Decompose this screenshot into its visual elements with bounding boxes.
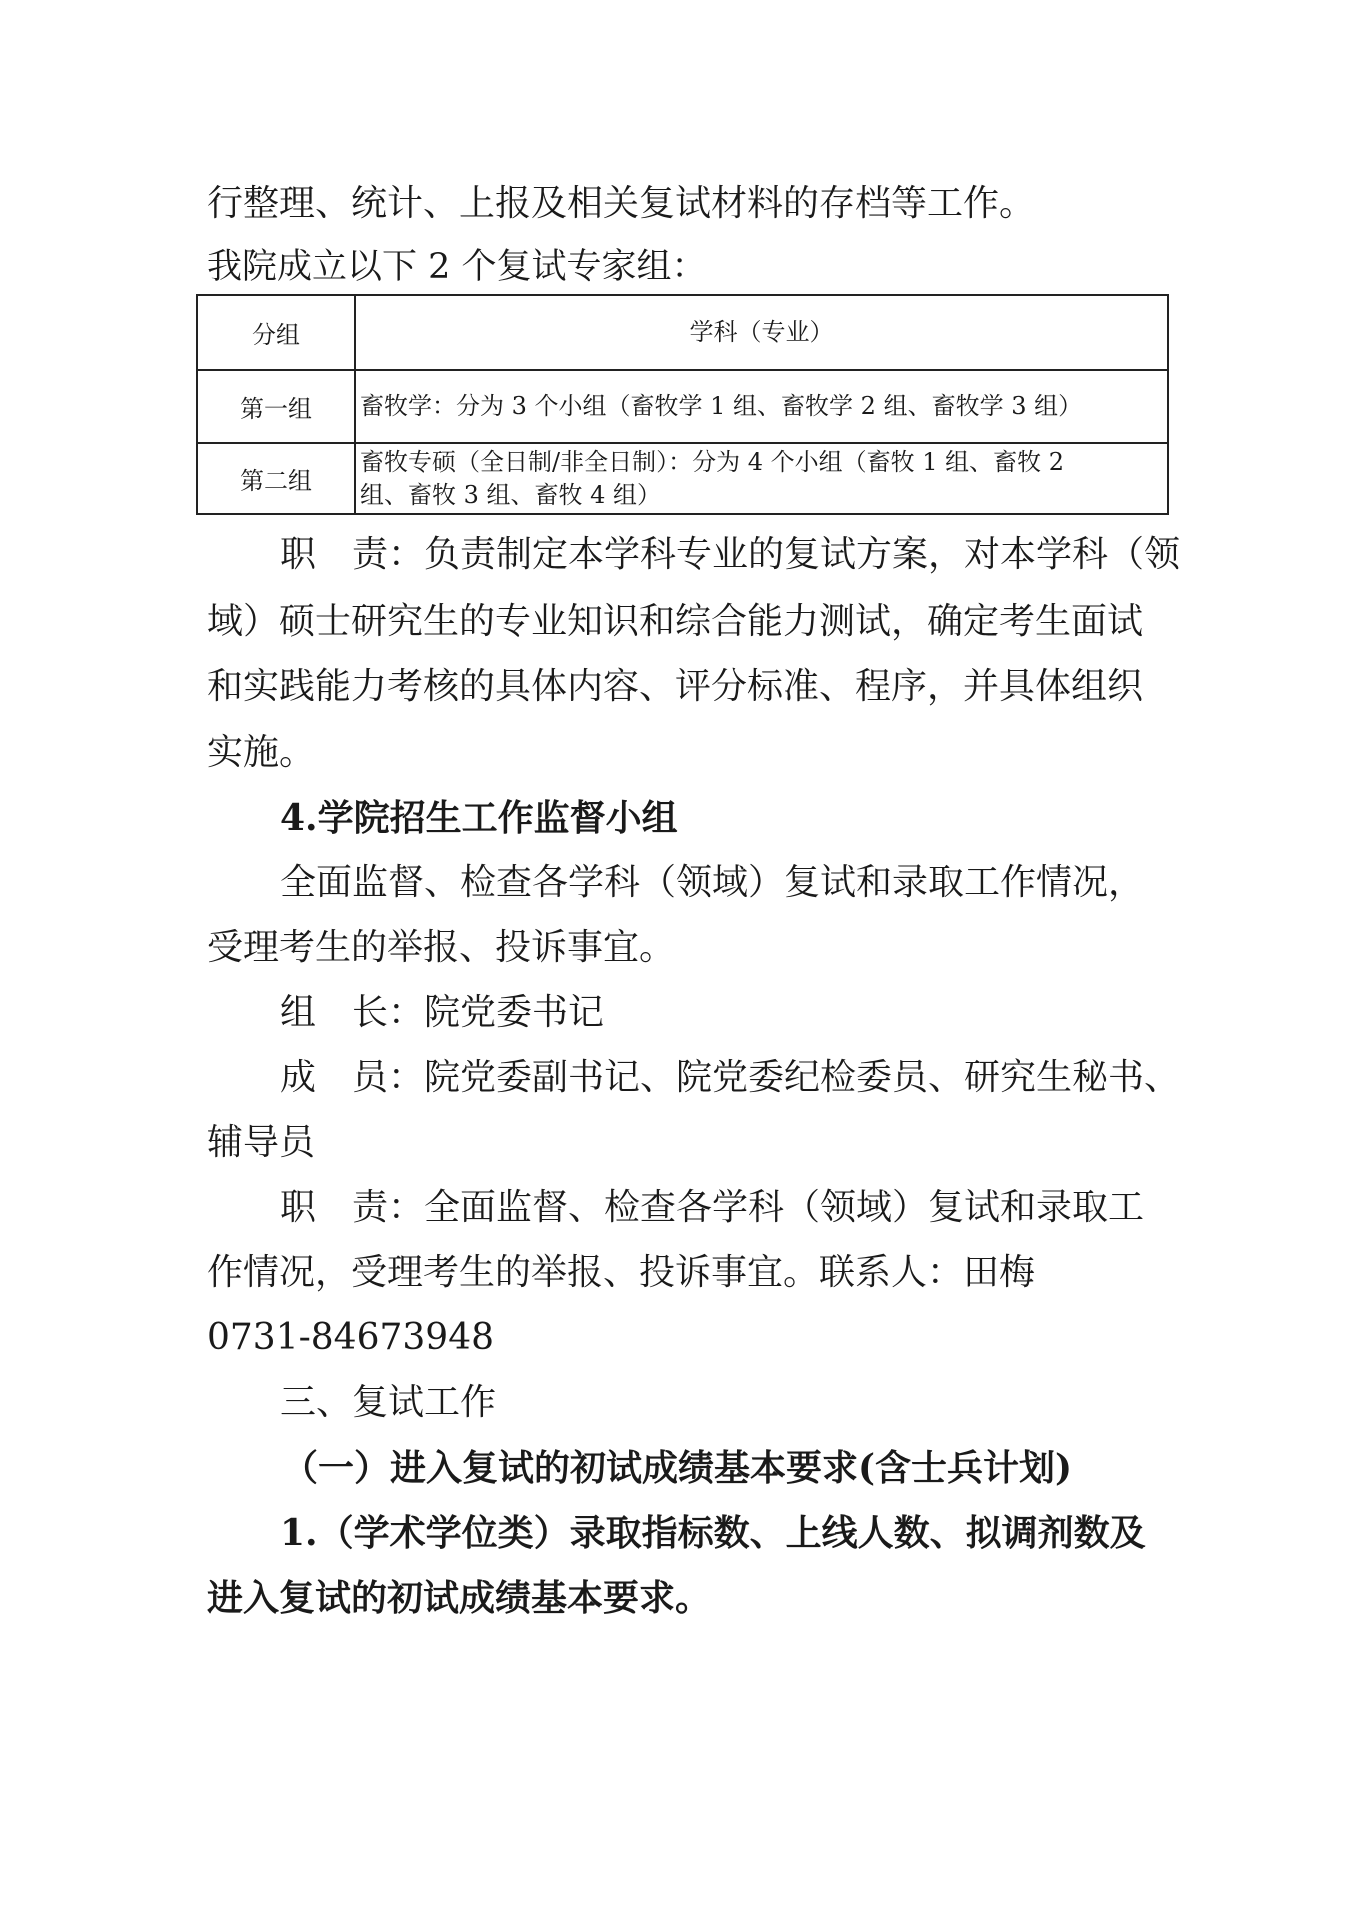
item-heading: 进入复试的初试成绩基本要求。: [207, 1577, 712, 1619]
phone-number: 0731-84673948: [207, 1317, 495, 1358]
leader-line: 组 长：院党委书记: [280, 992, 605, 1033]
paragraph-line: 行整理、统计、上报及相关复试材料的存档等工作。: [207, 183, 1036, 224]
group-name: 第二组: [197, 443, 355, 514]
group-subject: [355, 370, 1168, 443]
members-line: 辅导员: [207, 1122, 316, 1163]
paragraph-line: 全面监督、检查各学科（领域）复试和录取工作情况，: [280, 862, 1145, 903]
subject-line: 畜牧学：分为 3 个小组（畜牧学 1 组、畜牧学 2 组、畜牧学 3 组）: [360, 392, 1083, 421]
duty-paragraph-line: 实施。: [207, 732, 316, 773]
header-group: 分组: [197, 295, 355, 370]
subject-line: 畜牧专硕（全日制/非全日制）：分为 4 个小组（畜牧 1 组、畜牧 2: [360, 448, 1065, 477]
group-name: 第一组: [197, 370, 355, 443]
paragraph-line: 受理考生的举报、投诉事宜。: [207, 927, 676, 968]
expert-group-table: [196, 294, 1169, 515]
duty-paragraph-line: 职 责：负责制定本学科专业的复试方案，对本学科（领: [280, 534, 1181, 575]
section-heading: 4.学院招生工作监督小组: [280, 797, 678, 839]
duty-paragraph-line: 域）硕士研究生的专业知识和综合能力测试，确定考生面试: [207, 601, 1144, 642]
subject-line: 组、畜牧 3 组、畜牧 4 组）: [360, 480, 662, 509]
table-row: [197, 443, 1168, 514]
members-line: 成 员：院党委副书记、院党委纪检委员、研究生秘书、: [280, 1057, 1181, 1098]
table-header-row: [197, 295, 1168, 370]
duty-paragraph-line: 和实践能力考核的具体内容、评分标准、程序，并具体组织: [207, 666, 1144, 707]
section-heading: 三、复试工作: [280, 1382, 497, 1423]
duty-paragraph-line: 作情况，受理考生的举报、投诉事宜。联系人：田梅: [207, 1252, 1036, 1293]
table-row: [197, 370, 1168, 443]
duty-paragraph-line: 职 责：全面监督、检查各学科（领域）复试和录取工: [280, 1187, 1145, 1228]
group-subject: [355, 443, 1168, 514]
subsection-heading: （一）进入复试的初试成绩基本要求(含士兵计划): [282, 1447, 1073, 1489]
item-heading: 1.（学术学位类）录取指标数、上线人数、拟调剂数及: [280, 1512, 1146, 1554]
header-subject: 学科（专业）: [355, 295, 1168, 370]
table-intro: 我院成立以下 2 个复试专家组：: [207, 247, 707, 287]
